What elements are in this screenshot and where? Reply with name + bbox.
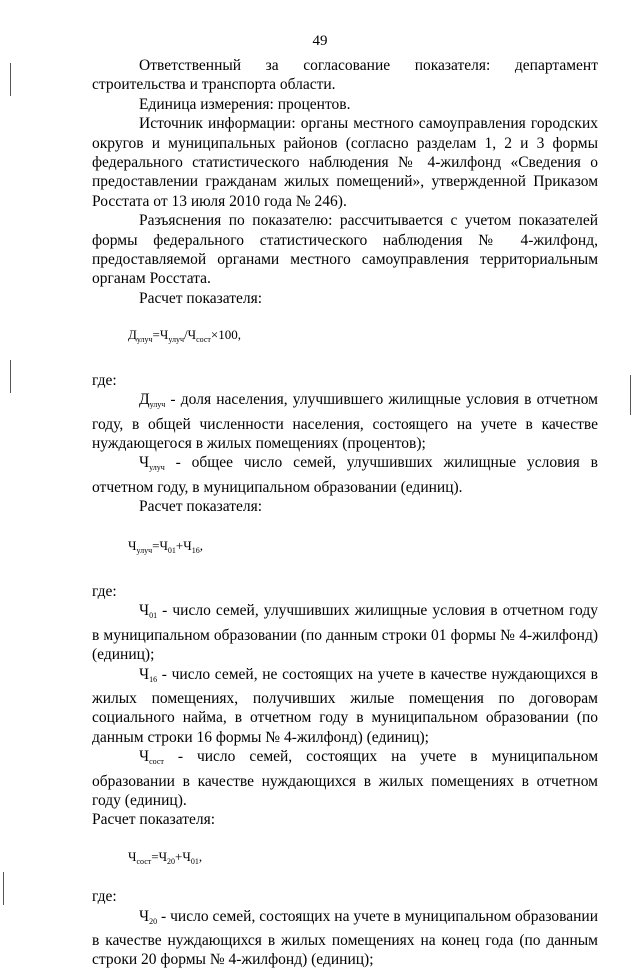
definition-ch-20: $Ч_{20}$ - число семей, состоящих на учете в муниципальном образовании в качестве нуждающихся в жилых помещениях на конец года (по данным строки 20 формы № 4-жилфонд) (единиц); <box>92 907 598 969</box>
definition-ch-16: $Ч_{16}$ - число семей, не состоящих на учете в качестве нуждающихся в жилых помещениях, получивших жилые помещения по договорам социального найма, в отчетном году в муниципальном образовании (по данным строки 16 формы № 4-жилфонд) (единиц); <box>92 665 598 746</box>
unit-paragraph: Единица измерения: процентов. <box>139 95 351 113</box>
margin-mark-right <box>630 375 631 415</box>
where-label-1: где: <box>92 371 117 389</box>
responsible-line: Ответственный за согласование показателя: департамент <box>139 57 598 74</box>
calc-label-1: Расчет показателя: <box>139 289 263 307</box>
responsible-line-cont: строительства и транспорта области. <box>92 76 336 94</box>
calc-label-3: Расчет показателя: <box>92 811 216 829</box>
definition-d-uluch: $Д_{улуч}$ - доля населения, улучшившего жилищные условия в отчетном году, в общей численности населения, состоящего на учете в качестве нуждающегося в жилых помещениях (процентов); <box>92 391 598 452</box>
explanation-paragraph: Разъяснения по показателю: рассчитывается с учетом показателей формы федерального статистического наблюдения № 4-жилфонд, предоставляемой органами местного самоуправления территориальным органам Росстата. <box>92 212 598 288</box>
where-label-3: где: <box>92 888 117 906</box>
source-paragraph: Источник информации: органы местного самоуправления городских округов и муниципальных районов (согласно разделам 1, 2 и 3 формы федерального статистического наблюдения № 4-жилфонд «Сведения о предоставлении гражданам жилых помещений», утвержденной Приказом Росстата от 13 июля 2010 года № 246). <box>92 115 598 210</box>
formula-3: $Ч_{сост}=Ч_{20}+Ч_{01}$, <box>128 848 203 866</box>
margin-mark-top <box>10 63 11 96</box>
margin-mark-middle <box>10 360 11 393</box>
definition-ch-uluch: $Ч_{улуч}$ - общее число семей, улучшивших жилищные условия в отчетном году, в муниципальном образовании (единиц). <box>92 454 598 496</box>
where-label-2: где: <box>92 582 117 600</box>
formula-2: $Ч_{улуч}=Ч_{01}+Ч_{16}$, <box>128 537 203 555</box>
definition-ch-01: $Ч_{01}$ - число семей, улучшивших жилищные условия в отчетном году в муниципальном образовании (по данным строки 01 формы № 4-жилфонд) (единиц); <box>92 602 598 664</box>
formula-1: $Д_{улуч}=Ч_{улуч}/Ч_{сост}\times 100$, <box>128 327 241 345</box>
document-body <box>92 56 598 970</box>
calc-label-2: Расчет показателя: <box>139 498 263 516</box>
page-number: 49 <box>312 33 328 49</box>
margin-mark-bottom <box>3 872 4 905</box>
definition-ch-sost: $Ч_{сост}$ - число семей, состоящих на учете в муниципальном образовании в качестве нуждающихся в жилых помещениях в отчетном году (единиц). <box>92 748 598 809</box>
